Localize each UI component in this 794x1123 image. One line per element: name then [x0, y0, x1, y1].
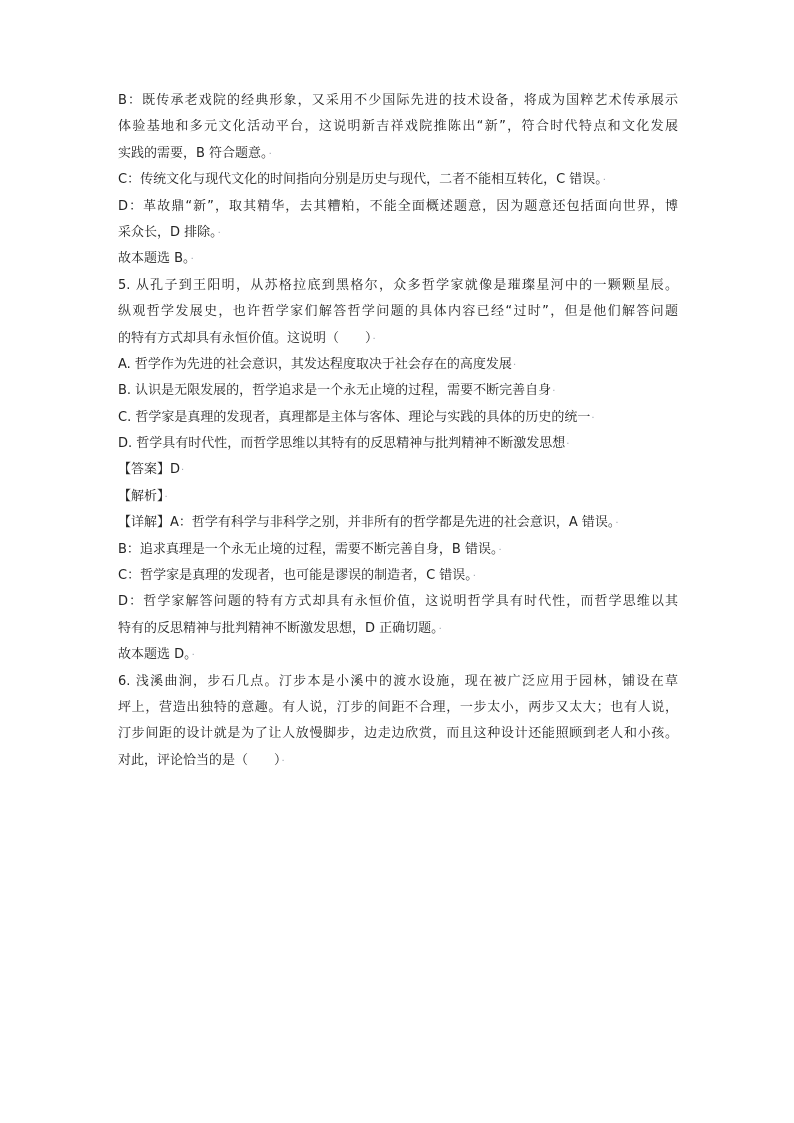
text-line: B：既传承老戏院的经典形象，又采用不少国际先进的技术设备，将成为国粹艺术传承展示 — [118, 93, 678, 108]
option-d: D. 哲学具有时代性，而哲学思维以其特有的反思精神与批判精神不断激发思想· — [118, 436, 570, 452]
question-6-line: 对此，评论恰当的是（ ）· — [118, 752, 285, 768]
analysis-line: 故本题选 D。· — [118, 647, 195, 663]
text-line: C：传统文化与现代文化的时间指向分别是历史与现代，二者不能相互转化，C 错误。· — [118, 172, 606, 188]
analysis-label: 【解析】· — [118, 488, 168, 504]
option-b: B. 认识是无限发展的，哲学追求是一个永无止境的过程，需要不断完善自身· — [118, 383, 556, 399]
text-line: D：革故鼎“新”，取其精华，去其糟粕，不能全面概述题意，因为题意还包括面向世界，博 — [118, 198, 678, 214]
analysis-line: 特有的反思精神与批判精神不断激发思想，D 正确切题。· — [118, 620, 442, 636]
option-c: C. 哲学家是真理的发现者，真理都是主体与客体、理论与实践的具体的历史的统一· — [118, 409, 595, 425]
text-line: 体验基地和多元文化活动平台，这说明新吉祥戏院推陈出“新”，符合时代特点和文化发展 — [118, 119, 678, 135]
question-5-line: 的特有方式却具有永恒价值。这说明（ ）· — [118, 330, 376, 346]
analysis-line: D：哲学家解答问题的特有方式却具有永恒价值，这说明哲学具有时代性，而哲学思维以其 — [118, 594, 678, 610]
question-5-line: 纵观哲学发展史，也许哲学家们解答哲学问题的具体内容已经“过时”，但是他们解答问题 — [118, 304, 678, 320]
question-6-line: 汀步间距的设计就是为了让人放慢脚步，边走边欣赏，而且这种设计还能照顾到老人和小孩。 — [118, 726, 678, 742]
question-6-line: 坪上，营造出独特的意趣。有人说，汀步的间距不合理，一步太小，两步又太大；也有人说， — [118, 699, 678, 715]
text-line: 采众长，D 排除。· — [118, 224, 221, 240]
option-a: A. 哲学作为先进的社会意识，其发达程度取决于社会存在的高度发展· — [118, 356, 517, 372]
text-line: 实践的需要，B 符合题意。· — [118, 145, 272, 161]
question-5-line: 5. 从孔子到王阳明，从苏格拉底到黑格尔，众多哲学家就像是璀璨星河中的一颗颗星辰。 — [118, 277, 678, 293]
answer-label: 【答案】D· — [118, 462, 185, 478]
analysis-line: B：追求真理是一个永无止境的过程，需要不断完善自身，B 错误。· — [118, 541, 502, 557]
text-line: 故本题选 B。· — [118, 251, 194, 267]
question-6-line: 6. 浅溪曲涧，步石几点。汀步本是小溪中的渡水设施，现在被广泛应用于园林，铺设在草 — [118, 673, 678, 689]
analysis-line: C：哲学家是真理的发现者，也可能是谬误的制造者，C 错误。· — [118, 568, 476, 584]
analysis-line: 【详解】A：哲学有科学与非科学之别，并非所有的哲学都是先进的社会意识，A 错误。· — [118, 515, 619, 531]
document-page — [118, 88, 678, 774]
